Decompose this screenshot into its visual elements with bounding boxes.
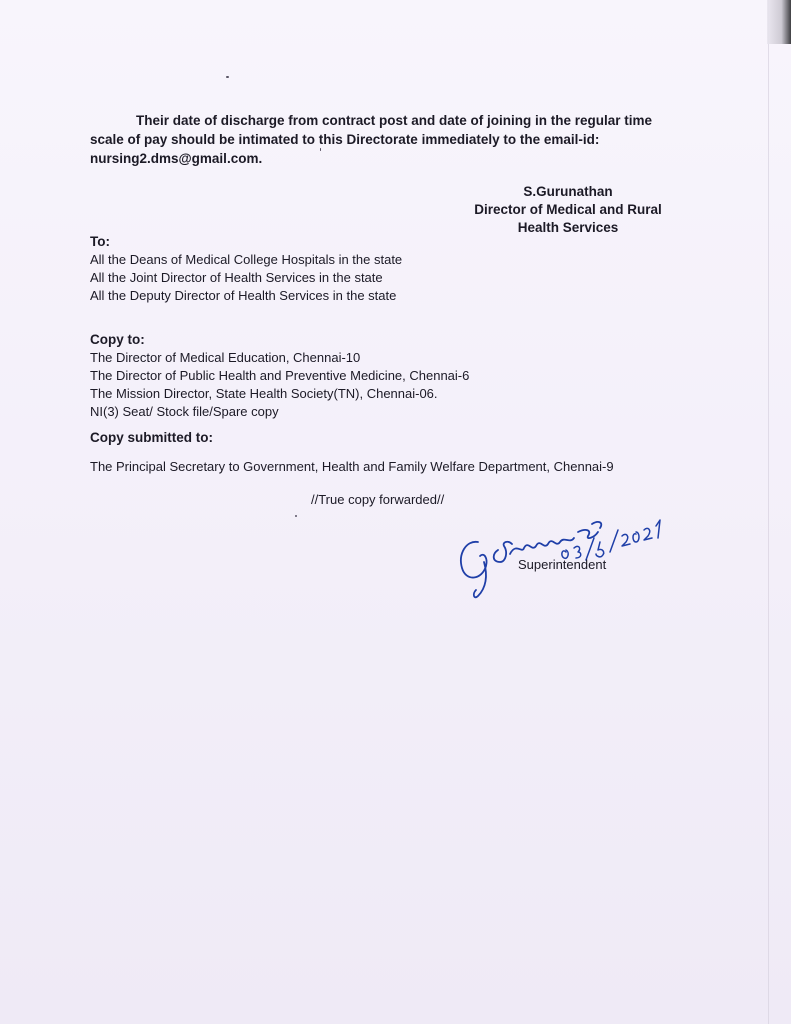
copy-submitted-heading: Copy submitted to: (90, 430, 213, 445)
date-stroke (633, 532, 639, 542)
signatory-title-line2: Health Services (517, 220, 619, 235)
handwritten-signature (448, 502, 678, 602)
copy-to-recipient: The Director of Medical Education, Chennai-10 (90, 350, 361, 365)
true-copy-note: //True copy forwarded// (311, 492, 445, 507)
to-recipient: All the Deputy Director of Health Services in the state (90, 288, 397, 303)
superintendent-label: Superintendent (518, 557, 607, 572)
copy-to-section (90, 331, 469, 421)
scan-speck (295, 515, 297, 517)
date-stroke (644, 528, 652, 540)
signature-stroke (461, 542, 487, 578)
copy-submitted-recipient: The Principal Secretary to Government, Health and Family Welfare Department, Chennai-9 (90, 459, 614, 474)
to-heading: To: (90, 234, 110, 249)
date-stroke (656, 520, 660, 538)
paragraph-text: Their date of discharge from contract post and date of joining in the regular time scale of pay should be intimated to this Directorate immediately to the email-id: nursing2.dms@gmail.com. (90, 113, 653, 166)
copy-to-recipient: NI(3) Seat/ Stock file/Spare copy (90, 404, 279, 419)
signature-stroke (474, 562, 486, 597)
date-stroke (596, 542, 604, 557)
intimation-paragraph (90, 111, 688, 168)
signature-stroke (592, 522, 601, 528)
copy-to-heading: Copy to: (90, 332, 145, 347)
date-stroke (622, 534, 630, 546)
copy-to-recipient: The Director of Public Health and Preventive Medicine, Chennai-6 (90, 368, 470, 383)
scan-speck (226, 76, 229, 78)
scan-edge-shadow (767, 0, 791, 44)
signatory-name: S.Gurunathan (523, 184, 613, 199)
copy-submitted-section (90, 429, 213, 447)
page-edge-line (768, 0, 769, 1024)
signature-stroke (578, 530, 598, 538)
date-stroke (610, 530, 618, 552)
signatory-title-line1: Director of Medical and Rural (474, 202, 662, 217)
copy-to-recipient: The Mission Director, State Health Society(TN), Chennai-06. (90, 386, 438, 401)
to-recipient: All the Deans of Medical College Hospitals in the state (90, 252, 403, 267)
to-recipient: All the Joint Director of Health Services in the state (90, 270, 383, 285)
signature-stroke (494, 542, 512, 562)
signatory-block (468, 183, 668, 237)
to-section (90, 233, 402, 305)
